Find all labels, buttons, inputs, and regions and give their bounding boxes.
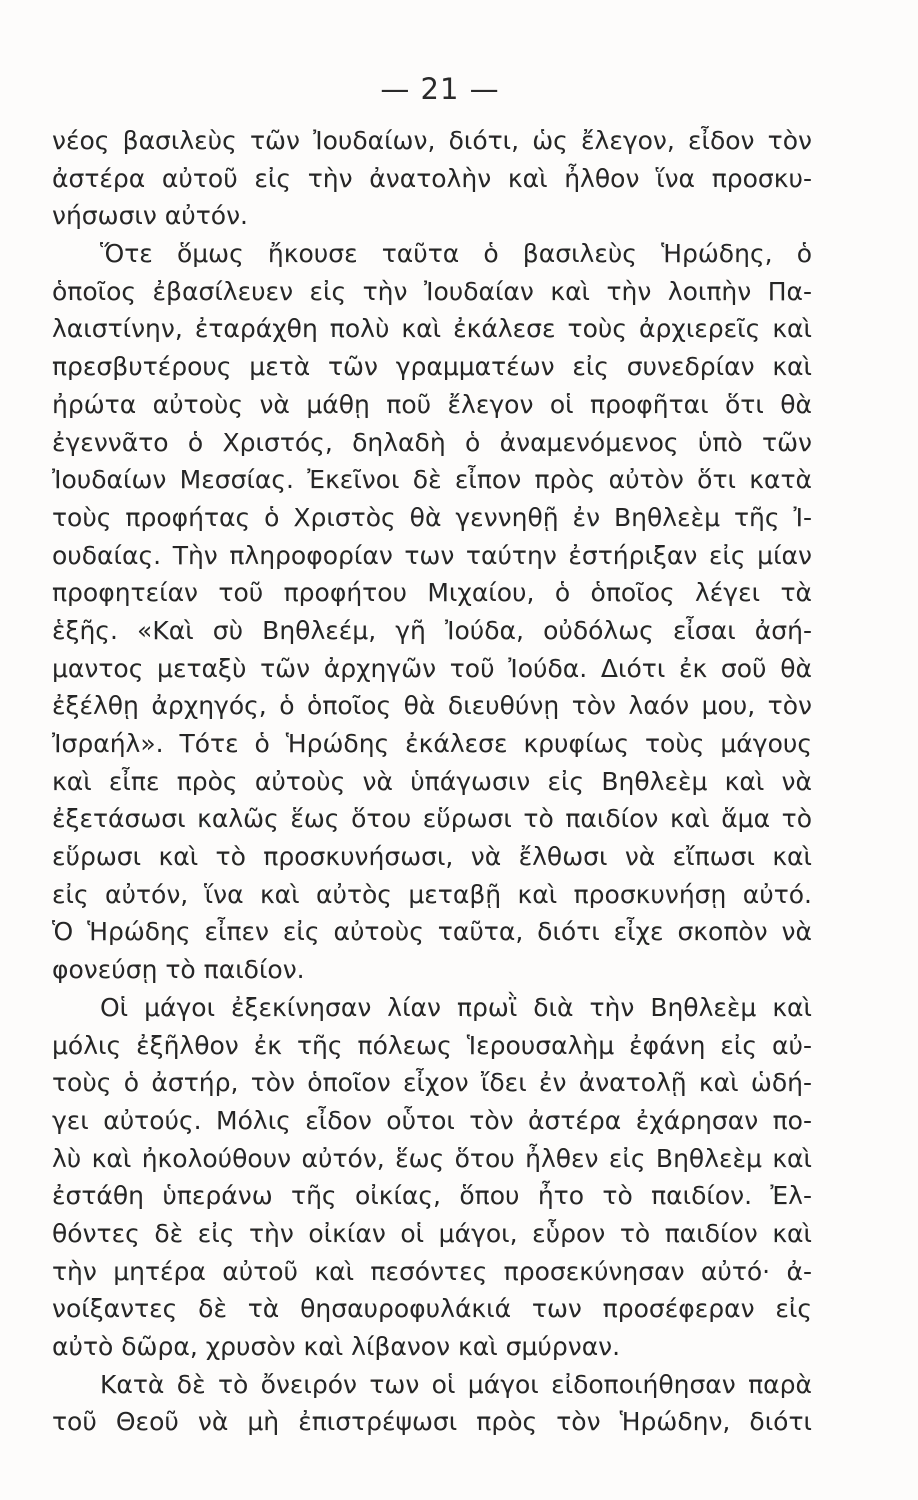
text-line: φονεύσῃ τὸ παιδίον. bbox=[52, 955, 305, 985]
text-line: ἠρώτα αὐτοὺς νὰ μάθῃ ποῦ ἔλεγον οἱ προφῆται ὅτι θὰ bbox=[52, 389, 812, 419]
text-line: λαιστίνην, ἐταράχθη πολὺ καὶ ἐκάλεσε τοὺς ἀρχιερεῖς καὶ bbox=[52, 314, 812, 344]
text-line: ἀστέρα αὐτοῦ εἰς τὴν ἀνατολὴν καὶ ἦλθον ἵνα προσκυ- bbox=[52, 163, 812, 193]
text-line: ὁποῖος ἐβασίλευεν εἰς τὴν Ἰουδαίαν καὶ τὴν λοιπὴν Πα- bbox=[52, 276, 812, 306]
text-line: τοῦ Θεοῦ νὰ μὴ ἐπιστρέψωσι πρὸς τὸν Ἡρώδην, διότι bbox=[52, 1407, 812, 1437]
text-line: λὺ καὶ ἠκολούθουν αὐτόν, ἕως ὅτου ἦλθεν εἰς Βηθλεὲμ καὶ bbox=[52, 1143, 812, 1173]
text-line: τὴν μητέρα αὐτοῦ καὶ πεσόντες προσεκύνησαν αὐτό· ἀ- bbox=[52, 1256, 812, 1286]
text-line: ἐγεννᾶτο ὁ Χριστός, δηλαδὴ ὁ ἀναμενόμενος ὑπὸ τῶν bbox=[52, 427, 812, 457]
text-line: ἐξετάσωσι καλῶς ἕως ὅτου εὕρωσι τὸ παιδίον καὶ ἅμα τὸ bbox=[52, 804, 812, 834]
text-line: Ὁ Ἡρώδης εἶπεν εἰς αὐτοὺς ταῦτα, διότι εἶχε σκοπὸν νὰ bbox=[52, 917, 812, 947]
text-line: πρεσβυτέρους μετὰ τῶν γραμματέων εἰς συνεδρίαν καὶ bbox=[52, 352, 812, 382]
text-line: γει αὐτούς. Μόλις εἶδον οὗτοι τὸν ἀστέρα ἐχάρησαν πο- bbox=[52, 1105, 812, 1135]
text-line: προφητείαν τοῦ προφήτου Μιχαίου, ὁ ὁποῖος λέγει τὰ bbox=[52, 578, 812, 608]
text-line: εὕρωσι καὶ τὸ προσκυνήσωσι, νὰ ἔλθωσι νὰ εἴπωσι καὶ bbox=[52, 842, 812, 872]
text-line: μόλις ἐξῆλθον ἐκ τῆς πόλεως Ἱερουσαλὴμ ἐφάνη εἰς αὐ- bbox=[52, 1030, 812, 1060]
text-line: ἐστάθη ὑπεράνω τῆς οἰκίας, ὅπου ἦτο τὸ παιδίον. Ἐλ- bbox=[52, 1181, 812, 1211]
body-text bbox=[52, 122, 812, 1441]
text-line: εἰς αὐτόν, ἵνα καὶ αὐτὸς μεταβῇ καὶ προσκυνήσῃ αὐτό. bbox=[52, 879, 812, 909]
text-line: νήσωσιν αὐτόν. bbox=[52, 201, 249, 231]
text-line: τοὺς προφήτας ὁ Χριστὸς θὰ γεννηθῇ ἐν Βηθλεὲμ τῆς Ἰ- bbox=[52, 502, 812, 532]
text-line: αὐτὸ δῶρα, χρυσὸν καὶ λίβανον καὶ σμύρναν. bbox=[52, 1332, 621, 1361]
text-line: καὶ εἶπε πρὸς αὐτοὺς νὰ ὑπάγωσιν εἰς Βηθλεὲμ καὶ νὰ bbox=[52, 766, 812, 796]
page-number: — 21 — bbox=[380, 72, 500, 106]
text-line: Ὅτε ὅμως ἤκουσε ταῦτα ὁ βασιλεὺς Ἡρώδης, ὁ bbox=[100, 239, 812, 269]
text-line: τοὺς ὁ ἀστήρ, τὸν ὁποῖον εἶχον ἴδει ἐν ἀνατολῇ καὶ ὡδή- bbox=[52, 1068, 812, 1098]
text-line: Κατὰ δὲ τὸ ὄνειρόν των οἱ μάγοι εἰδοποιήθησαν παρὰ bbox=[100, 1369, 812, 1399]
text-line: θόντες δὲ εἰς τὴν οἰκίαν οἱ μάγοι, εὗρον τὸ παιδίον καὶ bbox=[52, 1218, 812, 1248]
text-line: Οἱ μάγοι ἐξεκίνησαν λίαν πρωῒ διὰ τὴν Βηθλεὲμ καὶ bbox=[100, 992, 812, 1022]
text-line: μαντος μεταξὺ τῶν ἀρχηγῶν τοῦ Ἰούδα. Διότι ἐκ σοῦ θὰ bbox=[52, 653, 812, 683]
text-line: ἐξέλθῃ ἀρχηγός, ὁ ὁποῖος θὰ διευθύνῃ τὸν λαόν μου, τὸν bbox=[52, 691, 812, 721]
text-line: ουδαίας. Τὴν πληροφορίαν των ταύτην ἐστήριξαν εἰς μίαν bbox=[52, 540, 812, 570]
text-line: νοίξαντες δὲ τὰ θησαυροφυλάκιά των προσέφεραν εἰς bbox=[52, 1294, 812, 1324]
text-line: Ἰσραήλ». Τότε ὁ Ἡρώδης ἐκάλεσε κρυφίως τοὺς μάγους bbox=[52, 729, 812, 758]
text-line: νέος βασιλεὺς τῶν Ἰουδαίων, διότι, ὡς ἔλεγον, εἶδον τὸν bbox=[52, 126, 812, 155]
text-line: ἑξῆς. «Καὶ σὺ Βηθλεέμ, γῆ Ἰούδα, οὐδόλως εἶσαι ἀσή- bbox=[52, 615, 812, 645]
text-line: Ἰουδαίων Μεσσίας. Ἐκεῖνοι δὲ εἶπον πρὸς αὐτὸν ὅτι κατὰ bbox=[52, 465, 812, 495]
